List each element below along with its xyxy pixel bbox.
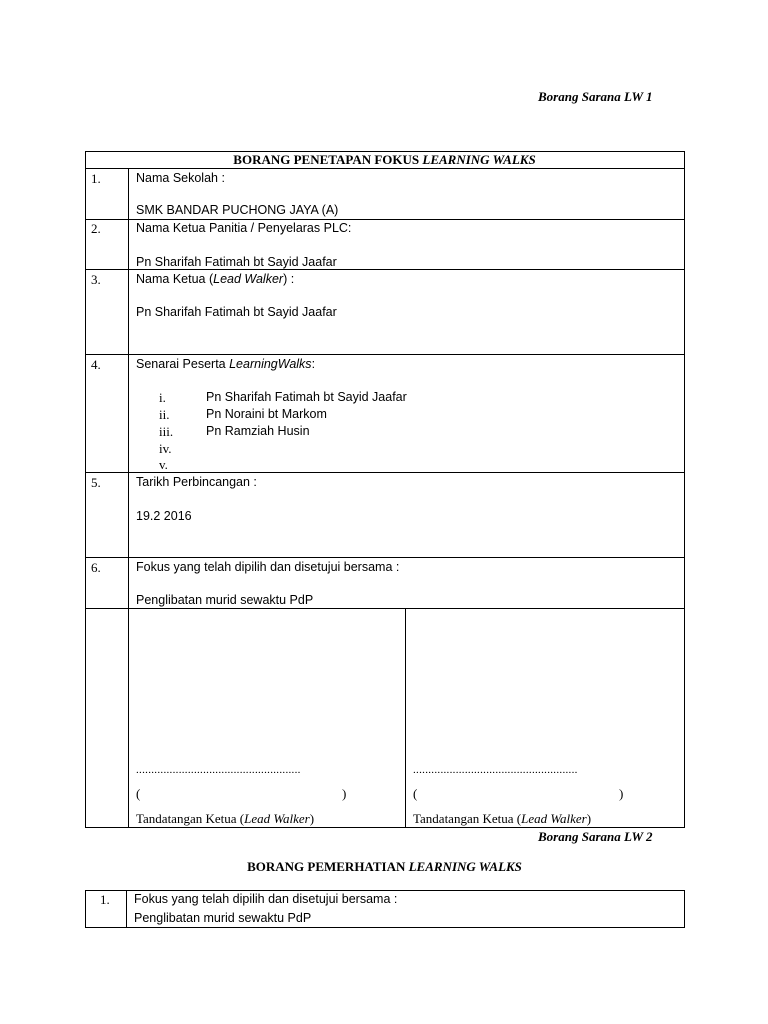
discussion-date-value: 19.2 2016: [136, 509, 192, 523]
school-name-value: SMK BANDAR PUCHONG JAYA (A): [136, 203, 339, 217]
signature-caption: Tandatangan Ketua (Lead Walker): [136, 811, 315, 826]
list-item-number: i.: [159, 390, 166, 405]
discussion-date-label: Tarikh Perbincangan :: [136, 475, 257, 489]
panel-head-value: Pn Sharifah Fatimah bt Sayid Jaafar: [136, 255, 337, 269]
row-number: 1.: [100, 892, 110, 907]
row-number: 1.: [91, 171, 101, 186]
signature-line: ......................................................: [413, 764, 578, 776]
list-item-number: ii.: [159, 407, 170, 422]
name-paren-open: (: [413, 786, 418, 801]
lead-walker-value: Pn Sharifah Fatimah bt Sayid Jaafar: [136, 305, 337, 319]
participant-name: Pn Sharifah Fatimah bt Sayid Jaafar: [206, 390, 407, 404]
name-paren-close: ): [619, 786, 624, 801]
focus-label: Fokus yang telah dipilih dan disetujui bersama :: [136, 560, 400, 574]
row-number: 5.: [91, 475, 101, 490]
row-number: 2.: [91, 221, 101, 236]
row-number: 3.: [91, 272, 101, 287]
form2-title: BORANG PEMERHATIAN LEARNING WALKS: [247, 859, 522, 874]
list-item-number: iii.: [159, 424, 174, 439]
panel-head-label: Nama Ketua Panitia / Penyelaras PLC:: [136, 221, 352, 235]
list-item-number: iv.: [159, 441, 172, 456]
focus-value: Penglibatan murid sewaktu PdP: [136, 593, 314, 607]
form1-title: BORANG PENETAPAN FOKUS LEARNING WALKS: [233, 152, 536, 167]
lead-walker-label: Nama Ketua (Lead Walker) :: [136, 272, 295, 286]
signature-line: ......................................................: [136, 764, 301, 776]
name-paren-close: ): [342, 786, 347, 801]
list-item-number: v.: [159, 457, 168, 472]
participants-label: Senarai Peserta LearningWalks:: [136, 357, 316, 371]
row-number: 4.: [91, 357, 101, 372]
form2-focus-label: Fokus yang telah dipilih dan disetujui bersama :: [134, 892, 398, 906]
form-code-lw2: Borang Sarana LW 2: [538, 829, 653, 844]
name-paren-open: (: [136, 786, 141, 801]
row-number: 6.: [91, 560, 101, 575]
school-name-label: Nama Sekolah :: [136, 171, 225, 185]
form2-focus-value: Penglibatan murid sewaktu PdP: [134, 911, 312, 925]
participant-name: Pn Ramziah Husin: [206, 424, 310, 438]
signature-caption: Tandatangan Ketua (Lead Walker): [413, 811, 592, 826]
form-code-lw1: Borang Sarana LW 1: [538, 89, 653, 104]
participant-name: Pn Noraini bt Markom: [206, 407, 327, 421]
